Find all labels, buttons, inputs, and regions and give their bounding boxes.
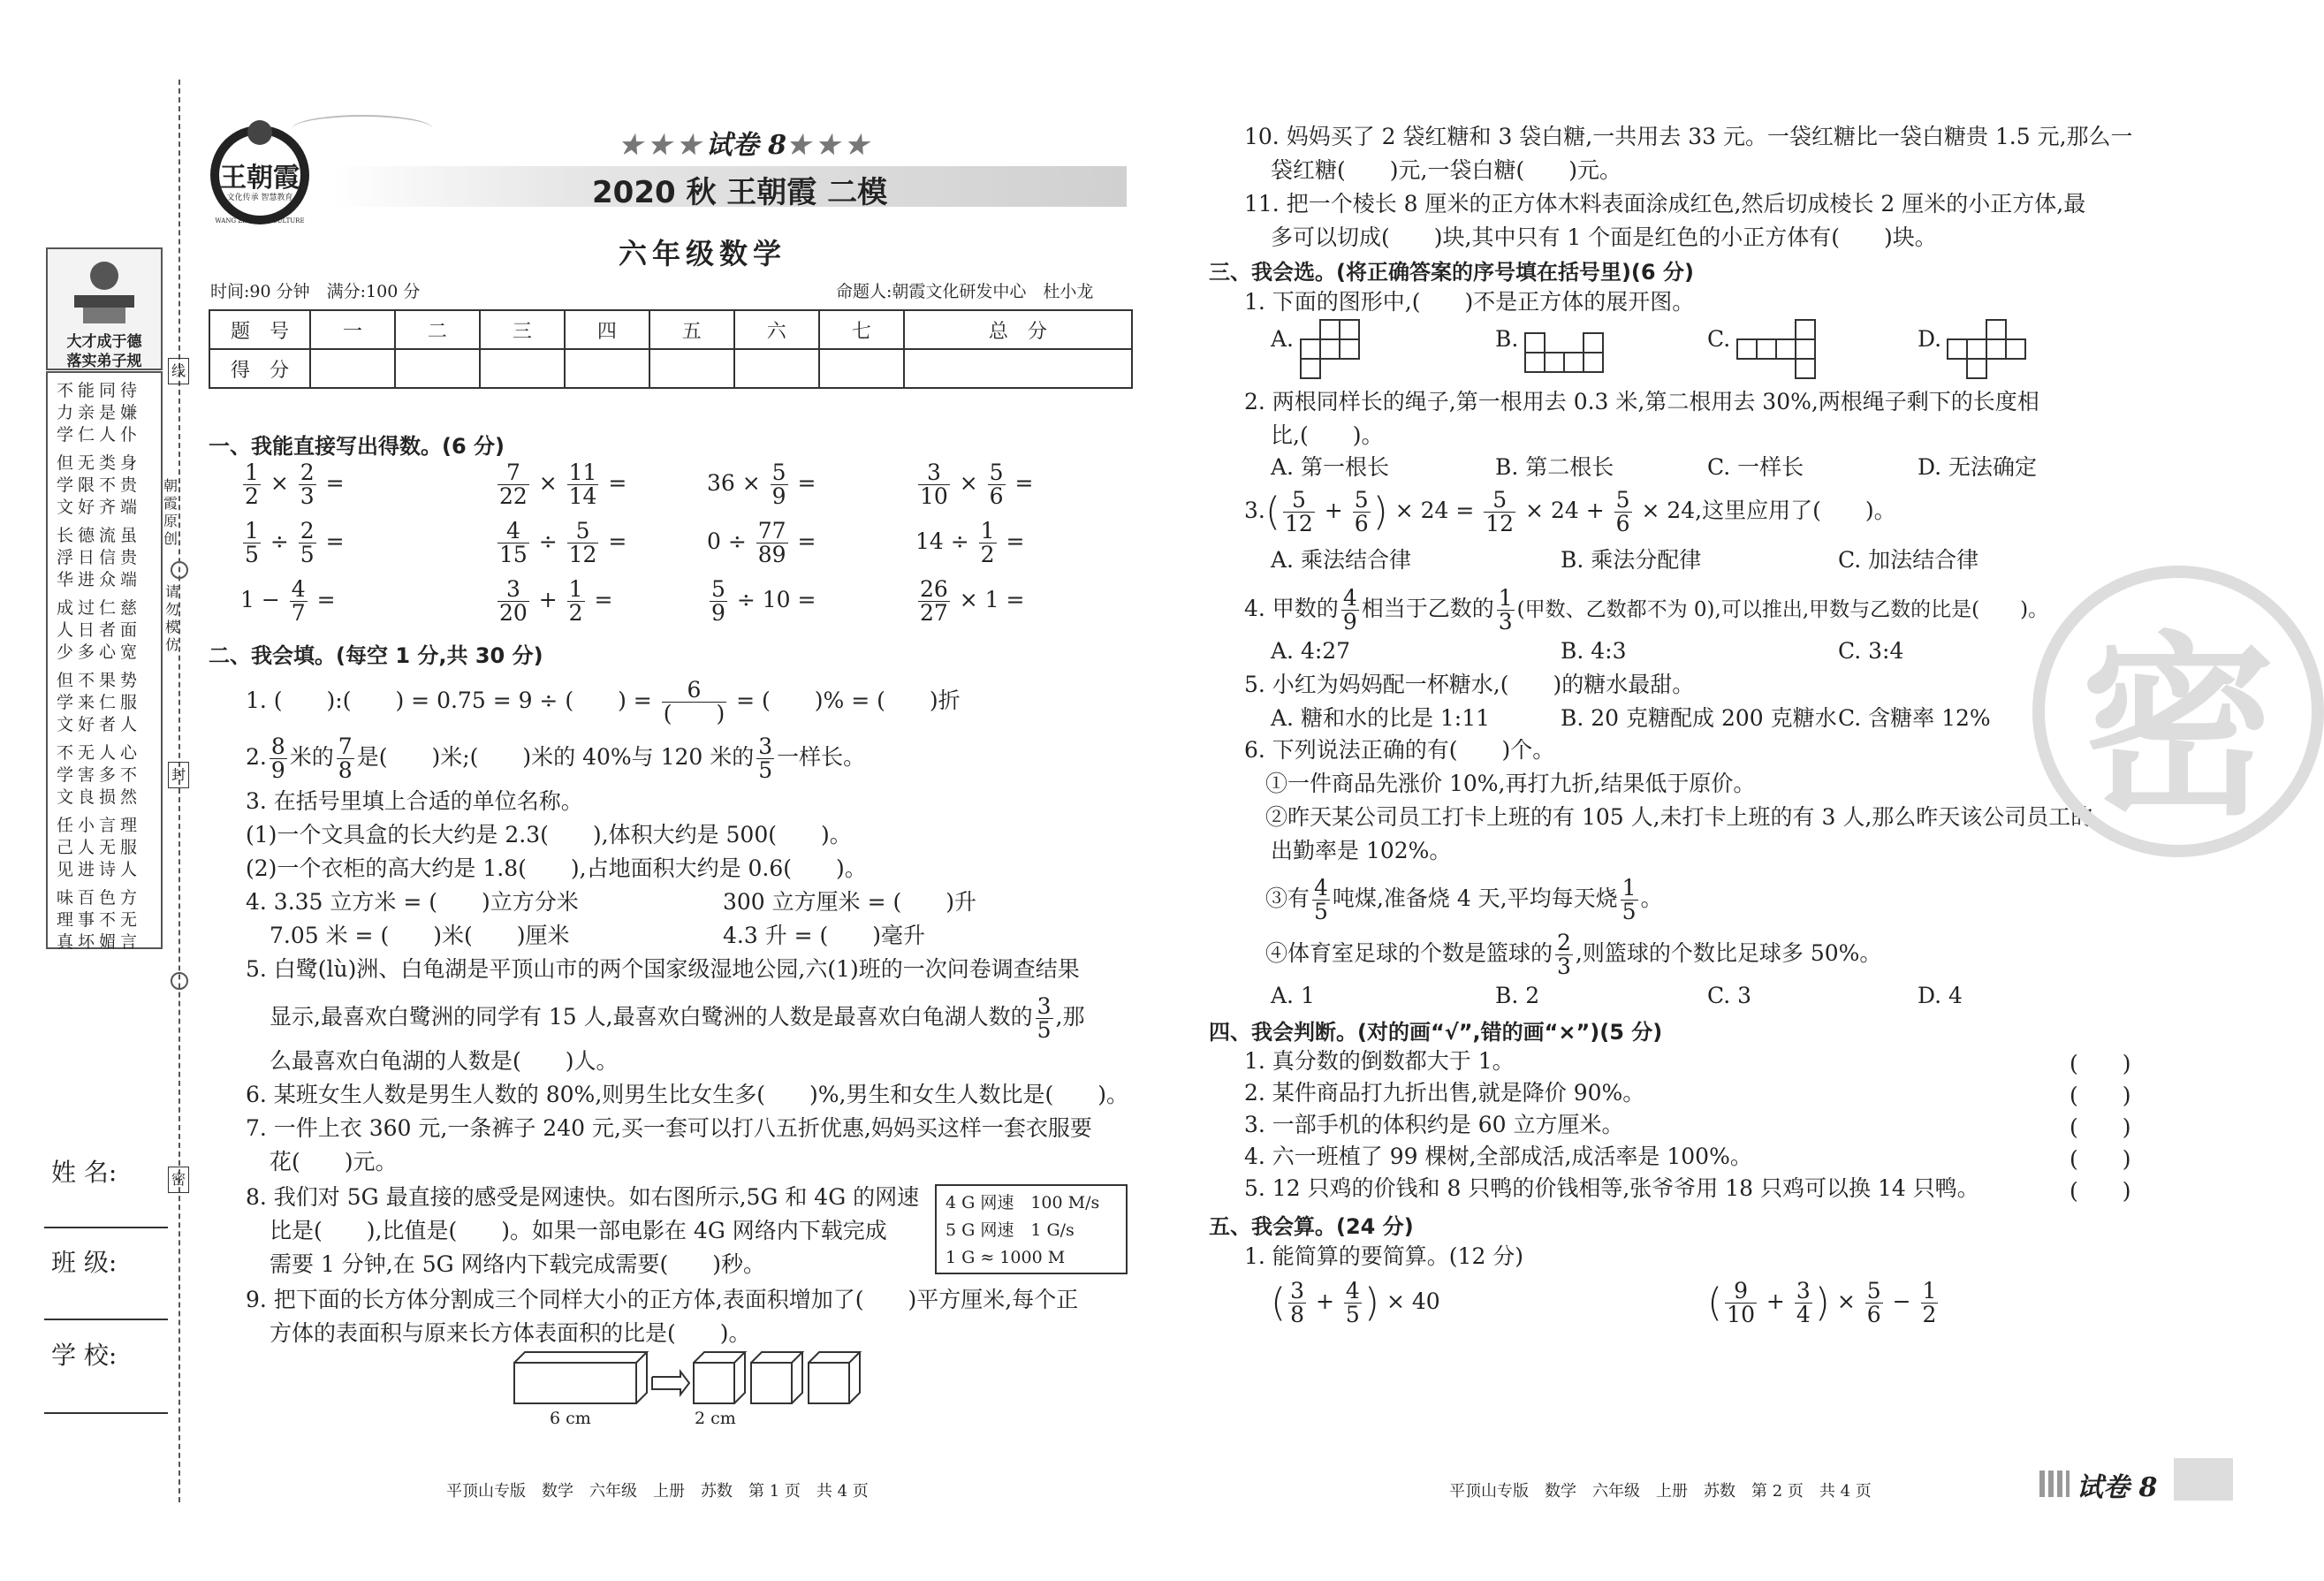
- section-5-title: 五、我会算。(24 分): [1209, 1214, 1414, 1239]
- calc-row-3c: [707, 578, 816, 625]
- label-6cm: 6 cm: [550, 1409, 591, 1428]
- text: 0 ÷: [707, 528, 747, 554]
- num: 1: [245, 460, 259, 485]
- den: 12: [1485, 511, 1515, 536]
- choice-6-s1: ①一件商品先涨价 10%,再打九折,结果低于原价。: [1265, 771, 1756, 796]
- choice-1-b[interactable]: B.: [1495, 326, 1519, 352]
- score-cell[interactable]: [310, 349, 395, 388]
- num: 4: [1342, 585, 1357, 611]
- den: 9: [711, 600, 725, 626]
- calc-row-2c: 0 ÷ $\frac{77}{89}$ =: [707, 518, 816, 567]
- footer-tag-deco: [2039, 1471, 2070, 1497]
- ribbon: [292, 115, 433, 143]
- seal-xian: 线: [168, 358, 189, 384]
- num: 77: [757, 518, 786, 543]
- calc-row-1: $\frac{1}{2}$ × $\frac{2}{3}$ =: [245, 460, 345, 509]
- num: 8: [270, 733, 285, 759]
- poem-line: 浮日信贵: [57, 548, 142, 567]
- den: 5: [300, 542, 315, 567]
- choice-1: 1. 下面的图形中,( )不是正方体的展开图。: [1244, 289, 1695, 315]
- choice-6-d[interactable]: D. 4: [1918, 983, 1963, 1008]
- scholar-icon: [48, 249, 161, 329]
- den: 5: [1345, 1302, 1360, 1327]
- score-table: [209, 309, 1133, 389]
- score-col: 五: [649, 310, 734, 349]
- score-cell[interactable]: [734, 349, 819, 388]
- num: 11: [568, 460, 597, 485]
- net-figure-d: [1946, 320, 2034, 378]
- calc-row-2b: $\frac{4}{15}$ ÷ $\frac{5}{12}$ =: [499, 518, 627, 567]
- cuboid-figure: [513, 1350, 866, 1412]
- score-cell[interactable]: [819, 349, 904, 388]
- logo-caption: 文化传承 智慧教育: [226, 194, 293, 202]
- calc-row-1c: 36 × $\frac{5}{9}$ =: [707, 460, 816, 509]
- choice-2a: 2. 两根同样长的绳子,第一根用去 0.3 米,第二根用去 30%,两根绳子剩下的长度相: [1244, 389, 2039, 414]
- fill-6: 6. 某班女生人数是男生人数的 80%,则男生比女生多( )%,男生和女生人数比是( )。: [246, 1082, 1128, 1107]
- den: 5: [1621, 899, 1637, 924]
- section-2-title: 二、我会填。(每空 1 分,共 30 分): [209, 643, 543, 668]
- school-field[interactable]: [44, 1412, 168, 1414]
- stamp-watermark: [2032, 566, 2324, 857]
- choice-5: 5. 小红为妈妈配一杯糖水,( )的糖水最甜。: [1244, 672, 1695, 697]
- text: ③有: [1265, 886, 1310, 911]
- fill-1: [246, 679, 961, 726]
- fill-8a: 8. 我们对 5G 最直接的感受是网速快。如右图所示,5G 和 4G 的网速: [246, 1184, 920, 1210]
- logo-brand: WANG ZHAO XIA CULTURE: [215, 217, 305, 224]
- name-field[interactable]: [44, 1227, 168, 1228]
- text: 是( )米;( )米的 40%与 120 米的: [356, 744, 755, 770]
- den: 5: [1037, 1017, 1052, 1043]
- num: 2: [1557, 930, 1571, 955]
- den: 7: [291, 600, 306, 626]
- poem-line: 但无类身: [57, 453, 142, 473]
- num: 4: [1314, 875, 1328, 901]
- num: 7: [338, 733, 353, 759]
- poem-line: 少多心宽: [57, 642, 142, 662]
- judge-answer-5[interactable]: ( ): [2070, 1178, 2131, 1204]
- poem-line: 文好者人: [57, 715, 142, 734]
- unit-convert: 1 G ≈ 1000 M: [946, 1248, 1066, 1267]
- class-label: 班 级:: [51, 1248, 118, 1277]
- choice-6-c[interactable]: C. 3: [1707, 983, 1752, 1008]
- num: 1: [568, 576, 583, 602]
- num: 5: [711, 576, 725, 602]
- den: 6: [989, 483, 1004, 509]
- num: 3: [1037, 993, 1052, 1019]
- poem-line: 学仁人仆: [57, 425, 142, 445]
- footer-bar: [2174, 1458, 2233, 1501]
- text: 米的: [289, 744, 334, 770]
- fill-3b: (2)一个衣柜的高大约是 1.8( ),占地面积大约是 0.6( )。: [246, 855, 867, 881]
- exam-time: 时间:90 分钟 满分:100 分: [210, 282, 421, 301]
- fill-3a: (1)一个文具盒的长大约是 2.3( ),体积大约是 500( )。: [246, 822, 852, 848]
- score-row-label: 得 分: [209, 349, 310, 388]
- poem-line: 学来仁服: [57, 693, 142, 712]
- poem-line: 华进众端: [57, 570, 142, 589]
- text: ④体育室足球的个数是篮球的: [1265, 940, 1553, 966]
- fill-8c: 需要 1 分钟,在 5G 网络内下载完成需要( )秒。: [270, 1251, 766, 1277]
- text: × 40: [1386, 1288, 1440, 1314]
- choice-2-c[interactable]: C. 一样长: [1707, 454, 1804, 480]
- poem-line: 力亲是嫌: [57, 403, 142, 422]
- den: 27: [920, 600, 948, 626]
- score-cell[interactable]: [649, 349, 734, 388]
- fill-10a: 10. 妈妈买了 2 袋红糖和 3 袋白糖,一共用去 33 元。一袋红糖比一袋白糖贵 1.5 元,那么一: [1244, 124, 2133, 149]
- fill-4b: 300 立方厘米 = ( )升: [723, 889, 977, 915]
- sidebar-badge: [46, 247, 163, 370]
- num: 5: [1354, 487, 1369, 513]
- fill-5a: 5. 白鹭(lù)洲、白龟湖是平顶山市的两个国家级湿地公园,六(1)班的一次问卷调查结果: [246, 956, 1080, 982]
- choice-1-c[interactable]: C.: [1707, 326, 1731, 352]
- clip-icon: [171, 972, 188, 990]
- score-col: 总 分: [904, 310, 1132, 349]
- num: 5: [567, 520, 599, 543]
- den: 4: [1796, 1302, 1811, 1327]
- text: ,则篮球的个数比足球多 50%。: [1575, 940, 1882, 966]
- text: 1. ( ):( ) = 0.75 = 9 ÷ ( ) =: [246, 688, 659, 713]
- series-label: ★★★试卷 8★★★: [619, 130, 874, 161]
- score-cell[interactable]: [904, 349, 1132, 388]
- choice-1-d[interactable]: D.: [1918, 326, 1942, 352]
- choice-6-s2: ②昨天某公司员工打卡上班的有 105 人,未打卡上班的有 3 人,那么昨天该公司员工的: [1265, 804, 2093, 830]
- choice-2-b[interactable]: B. 第二根长: [1495, 454, 1614, 480]
- text: ,那: [1055, 1004, 1085, 1030]
- fill-5c: 么最喜欢白龟湖的人数是( )人。: [270, 1048, 619, 1074]
- num: 26: [920, 576, 948, 602]
- den: 2: [1922, 1302, 1937, 1327]
- footer-tag: 试卷 8: [2077, 1472, 2158, 1503]
- calc-row-1b: $\frac{7}{22}$ × $\frac{11}{14}$ =: [499, 460, 627, 509]
- num: 5: [1283, 489, 1315, 513]
- score-col: 四: [565, 310, 649, 349]
- judge-2: 2. 某件商品打九折出售,就是降价 90%。: [1244, 1080, 1645, 1106]
- num: 2: [300, 518, 315, 543]
- num: 1: [1922, 1278, 1937, 1304]
- text: 1 −: [240, 587, 280, 612]
- num: 5: [1866, 1278, 1881, 1304]
- section-1-title: 一、我能直接写出得数。(6 分): [209, 434, 505, 459]
- choice-2-d[interactable]: D. 无法确定: [1918, 454, 2038, 480]
- judge-answer-3[interactable]: ( ): [2070, 1114, 2131, 1140]
- choice-6-a[interactable]: A. 1: [1271, 983, 1315, 1008]
- binding-line: [178, 80, 180, 1502]
- speed-box: [935, 1184, 1128, 1274]
- num: 5: [771, 460, 786, 485]
- den: 2: [568, 600, 583, 626]
- den: 6: [1615, 511, 1630, 536]
- choice-4: [1244, 587, 2048, 634]
- num: 6: [662, 679, 727, 703]
- school-label: 学 校:: [51, 1341, 118, 1370]
- poem-line: 文好齐端: [57, 498, 142, 517]
- num: 4: [291, 576, 306, 602]
- poem-line: 任小言理: [57, 816, 142, 835]
- choice-4-b[interactable]: B. 4:3: [1561, 638, 1627, 664]
- subject-title: 六年级数学: [619, 237, 787, 270]
- label-2cm: 2 cm: [695, 1409, 736, 1428]
- poem-line: 不能同待: [57, 381, 142, 400]
- den: 5: [1314, 899, 1328, 924]
- den: 10: [920, 483, 948, 509]
- choice-6-s4: [1265, 931, 1881, 978]
- footer-left: 平顶山专版 数学 六年级 上册 苏数 第 1 页 共 4 页: [446, 1482, 869, 1501]
- text: × 1 =: [959, 587, 1025, 612]
- text: 吨煤,准备烧 4 天,平均每天烧: [1332, 886, 1618, 911]
- exam-title: 2020 秋 王朝霞 二模: [592, 175, 888, 210]
- score-cell[interactable]: [565, 349, 649, 388]
- score-col: 一: [310, 310, 395, 349]
- choice-3: 3.( $\frac{5}{12}$ + $\frac{5}{6}$ ) × 24 = $\frac{5}{12}$ × 24 + $\frac{5}{6}$ × 24,这里应用了( )。: [1244, 487, 1896, 536]
- net-figure-c: [1735, 320, 1824, 378]
- text: × 24,这里应用了( )。: [1641, 498, 1896, 523]
- judge-answer-4[interactable]: ( ): [2070, 1146, 2131, 1172]
- net-figure-a: [1299, 320, 1387, 378]
- den: 9: [270, 757, 285, 783]
- calc-row-2d: 14 ÷ $\frac{1}{2}$ =: [915, 518, 1025, 567]
- den: 15: [499, 542, 528, 567]
- fill-11a: 11. 把一个棱长 8 厘米的正方体木料表面涂成红色,然后切成棱长 2 厘米的小正方体,最: [1244, 191, 2086, 217]
- poem-line: 不无人心: [57, 743, 142, 763]
- footer-right: 平顶山专版 数学 六年级 上册 苏数 第 2 页 共 4 页: [1449, 1482, 1872, 1501]
- text: 4. 甲数的: [1244, 596, 1339, 621]
- score-col: 二: [395, 310, 480, 349]
- num: 4: [497, 520, 529, 543]
- poem-line: 己人无服: [57, 838, 142, 857]
- fill-8b: 比是( ),比值是( )。如果一部电影在 4G 网络内下载完成: [270, 1218, 887, 1243]
- num: 1: [245, 518, 259, 543]
- calc-row-2: $\frac{1}{5}$ ÷ $\frac{2}{5}$ =: [245, 518, 345, 567]
- text: ÷ 10 =: [736, 587, 816, 612]
- den: 3: [1557, 954, 1571, 979]
- den: 12: [568, 542, 597, 567]
- fill-4c: 7.05 米 = ( )米( )厘米: [270, 923, 570, 948]
- den: 89: [757, 542, 786, 567]
- fill-7b: 花( )元。: [270, 1149, 398, 1174]
- warning-2: 请 勿 模 仿: [164, 583, 179, 653]
- den: 5: [758, 757, 773, 783]
- judge-4: 4. 六一班植了 99 棵树,全部成活,成活率是 100%。: [1244, 1144, 1752, 1169]
- fill-5b: [270, 995, 1084, 1042]
- seal-mi: 密: [168, 1167, 189, 1193]
- name-label: 姓 名:: [51, 1158, 118, 1187]
- den: 6: [1866, 1302, 1881, 1327]
- fill-11b: 多可以切成( )块,其中只有 1 个面是红色的小正方体有( )块。: [1271, 224, 1937, 250]
- calc-row-3d: [915, 578, 1024, 625]
- text: 36 ×: [707, 470, 761, 496]
- num: 5: [989, 460, 1004, 485]
- num: 3: [1796, 1278, 1811, 1304]
- judge-5: 5. 12 只鸡的价钱和 8 只鸭的价钱相等,张爷爷用 18 只鸡可以换 14 只鸭。: [1244, 1175, 1979, 1201]
- judge-3: 3. 一部手机的体积约是 60 立方厘米。: [1244, 1112, 1624, 1137]
- den: 6: [1354, 511, 1369, 536]
- poem-line: 成过仁慈: [57, 598, 142, 618]
- fill-9a: 9. 把下面的长方体分割成三个同样大小的正方体,表面积增加了( )平方厘米,每个正: [246, 1287, 1079, 1312]
- clip-icon: [171, 561, 188, 579]
- calc-row-3b: $\frac{3}{20}$ + $\frac{1}{2}$ =: [499, 576, 613, 626]
- den: 3: [1498, 609, 1513, 635]
- choice-6-s3: [1265, 877, 1663, 924]
- poem-line: 人日者面: [57, 620, 142, 640]
- warning-1: 朝 霞 原 创: [163, 477, 178, 547]
- num: 1: [1621, 875, 1637, 901]
- num: 3: [497, 578, 529, 602]
- expr-1: ( $\frac{3}{8}$ + $\frac{4}{5}$ ) × 40: [1271, 1278, 1440, 1327]
- text: 。: [1640, 886, 1663, 911]
- den: 20: [499, 600, 528, 626]
- fill-10b: 袋红糖( )元,一袋白糖( )元。: [1271, 157, 1621, 183]
- num: 1: [980, 518, 995, 543]
- poem-line: 但不果势: [57, 671, 142, 690]
- den: ( ): [663, 701, 725, 726]
- choice-5-a[interactable]: A. 糖和水的比是 1:11: [1271, 705, 1491, 731]
- poem-line: 味百色方: [57, 888, 142, 908]
- den: 8: [338, 757, 353, 783]
- text: 2.: [246, 744, 267, 770]
- num: 5: [1615, 487, 1630, 513]
- num: 7: [497, 461, 529, 485]
- num: 3: [918, 461, 950, 485]
- judge-1: 1. 真分数的倒数都大于 1。: [1244, 1048, 1515, 1074]
- poem-line: 文良损然: [57, 787, 142, 807]
- fill-9b: 方体的表面积与原来长方体表面积的比是( )。: [270, 1320, 751, 1346]
- den: 3: [300, 483, 315, 509]
- judge-answer-2[interactable]: ( ): [2070, 1083, 2131, 1108]
- den: 8: [1290, 1302, 1305, 1327]
- class-field[interactable]: [44, 1319, 168, 1320]
- text: 14 ÷: [915, 528, 969, 554]
- stamp-text: 密: [2080, 615, 2275, 841]
- exam-author: 命题人:朝霞文化研发中心 杜小龙: [836, 282, 1094, 301]
- choice-5-c[interactable]: C. 含糖率 12%: [1838, 705, 1991, 731]
- den: 2: [245, 483, 259, 509]
- calc-row-1d: $\frac{3}{10}$ × $\frac{5}{6}$ =: [920, 460, 1034, 509]
- score-col: 三: [480, 310, 565, 349]
- num: 5: [1484, 489, 1515, 513]
- choice-3-b[interactable]: B. 乘法分配律: [1561, 547, 1702, 573]
- text: × 24 =: [1394, 498, 1475, 523]
- text: (甲数、乙数都不为 0),可以推出,甲数与乙数的比是( )。: [1516, 598, 2049, 621]
- poem-line: 理事不无: [57, 910, 142, 930]
- choice-2b: 比,( )。: [1271, 422, 1384, 448]
- num: 1: [1498, 585, 1513, 611]
- choice-3-c[interactable]: C. 加法结合律: [1838, 547, 1979, 573]
- seal-feng: 封: [168, 762, 189, 788]
- den: 22: [499, 483, 528, 509]
- choice-4-a[interactable]: A. 4:27: [1271, 638, 1351, 664]
- num: 3: [758, 733, 773, 759]
- fill-3: 3. 在括号里填上合适的单位名称。: [246, 788, 583, 814]
- fill-7a: 7. 一件上衣 360 元,一条裤子 240 元,买一套可以打八五折优惠,妈妈买这样一套衣服要: [246, 1115, 1092, 1141]
- choice-6: 6. 下列说法正确的有( )个。: [1244, 737, 1555, 763]
- text: × 24 +: [1525, 498, 1605, 523]
- net-figure-b: [1523, 331, 1612, 376]
- fill-2: [246, 735, 865, 782]
- choice-1-a[interactable]: A.: [1271, 326, 1295, 352]
- den: 9: [771, 483, 786, 509]
- den: 12: [1285, 511, 1313, 536]
- score-cell[interactable]: [395, 349, 480, 388]
- judge-answer-1[interactable]: ( ): [2070, 1051, 2131, 1076]
- den: 9: [1342, 609, 1357, 635]
- poem-line: 见进诗人: [57, 860, 142, 879]
- choice-2-a[interactable]: A. 第一根长: [1271, 454, 1389, 480]
- choice-6-b[interactable]: B. 2: [1495, 983, 1540, 1008]
- num: 2: [300, 460, 315, 485]
- calc-sub-title: 1. 能简算的要简算。(12 分): [1244, 1243, 1524, 1269]
- speed-5g: 5 G 网速 1 G/s: [946, 1220, 1075, 1240]
- text: 相当于乙数的: [1361, 596, 1494, 621]
- num: 9: [1725, 1280, 1757, 1304]
- poem-line: 真坏媚言: [57, 932, 142, 952]
- section-4-title: 四、我会判断。(对的画“√”,错的画“×”)(5 分): [1209, 1020, 1663, 1045]
- poem-line: 长德流虽: [57, 526, 142, 545]
- poem-line: 学限不贵: [57, 475, 142, 495]
- choice-5-b[interactable]: B. 20 克糖配成 200 克糖水: [1561, 705, 1837, 731]
- expr-2: ( $\frac{9}{10}$ + $\frac{3}{4}$ ) × $\frac{5}{6}$ − $\frac{1}{2}$: [1707, 1278, 1937, 1327]
- slogan-2: 落实弟子规: [66, 353, 142, 370]
- text: 3.: [1244, 498, 1265, 523]
- choice-3-a[interactable]: A. 乘法结合律: [1271, 547, 1411, 573]
- fill-4d: 4.3 升 = ( )毫升: [723, 923, 926, 948]
- num: 3: [1290, 1278, 1305, 1304]
- num: 4: [1345, 1278, 1360, 1304]
- choice-6-s2b: 出勤率是 102%。: [1271, 838, 1452, 863]
- speed-4g: 4 G 网速 100 M/s: [946, 1193, 1100, 1212]
- series-text: 试卷 8: [705, 130, 787, 161]
- den: 10: [1727, 1302, 1755, 1327]
- poem-line: 学害多不: [57, 765, 142, 785]
- section-3-title: 三、我会选。(将正确答案的序号填在括号里)(6 分): [1209, 260, 1694, 285]
- den: 2: [980, 542, 995, 567]
- sidebar-poem: [46, 371, 163, 952]
- logo-text: 王朝霞: [220, 163, 300, 194]
- den: 5: [245, 542, 259, 567]
- choice-4-c[interactable]: C. 3:4: [1838, 638, 1904, 664]
- score-cell[interactable]: [480, 349, 565, 388]
- text: 显示,最喜欢白鹭洲的同学有 15 人,最喜欢白鹭洲的人数是最喜欢白龟湖人数的: [270, 1004, 1033, 1030]
- score-header: 题 号: [209, 310, 310, 349]
- text: 一样长。: [777, 744, 866, 770]
- text: = ( )% = ( )折: [736, 688, 961, 713]
- slogan-1: 大才成于德: [66, 333, 142, 351]
- den: 14: [568, 483, 597, 509]
- score-col: 七: [819, 310, 904, 349]
- fill-4a: 4. 3.35 立方米 = ( )立方分米: [246, 889, 579, 915]
- calc-row-3: 1 − $\frac{4}{7}$ =: [240, 576, 336, 626]
- score-col: 六: [734, 310, 819, 349]
